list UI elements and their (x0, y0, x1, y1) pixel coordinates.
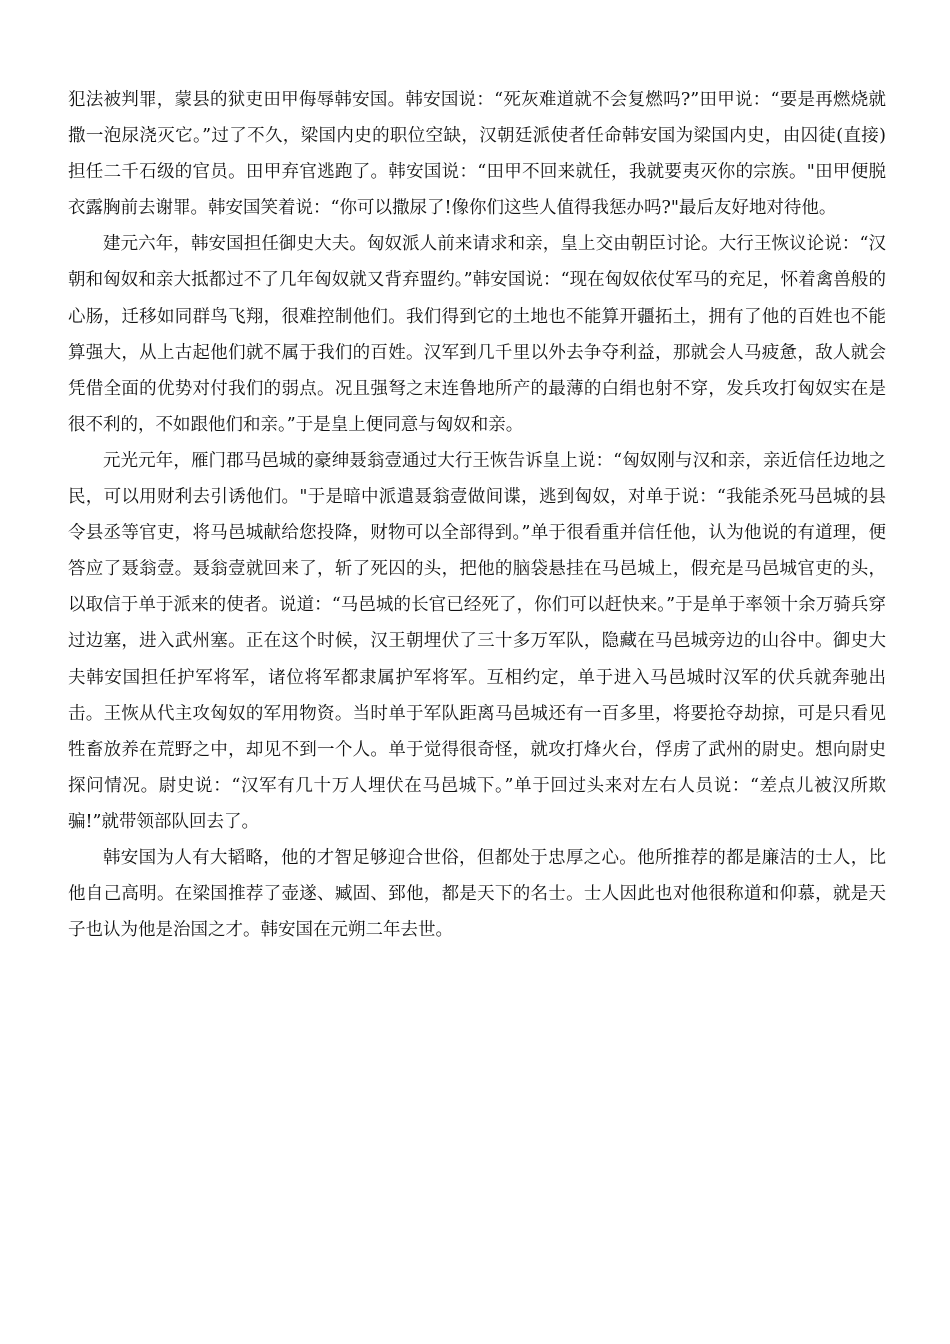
paragraph-2: 建元六年，韩安国担任御史大夫。匈奴派人前来请求和亲，皇上交由朝臣讨论。大行王恢议论说：“汉朝和匈奴和亲大抵都过不了几年匈奴就又背弃盟约。”韩安国说：“现在匈奴依仗军马的充足，怀着禽兽般的心肠，迁移如同群鸟飞翔，很难控制他们。我们得到它的土地也不能算开疆拓土，拥有了他的百姓也不能算强大，从上古起他们就不属于我们的百姓。汉军到几千里以外去争夺利益，那就会人马疲惫，敌人就会凭借全面的优势对付我们的弱点。况且强弩之末连鲁地所产的最薄的白绢也射不穿，发兵攻打匈奴实在是很不利的，不如跟他们和亲。”于是皇上便同意与匈奴和亲。 (68, 234, 886, 435)
paragraph-3: 元光元年，雁门郡马邑城的豪绅聂翁壹通过大行王恢告诉皇上说：“匈奴刚与汉和亲，亲近信任边地之民，可以用财利去引诱他们。"于是暗中派遣聂翁壹做间谍，逃到匈奴，对单于说：“我能杀死马邑城的县令县丞等官吏，将马邑城献给您投降，财物可以全部得到。”单于很看重并信任他，认为他说的有道理，便答应了聂翁壹。聂翁壹就回来了，斩了死囚的头，把他的脑袋悬挂在马邑城上，假充是马邑城官吏的头，以取信于单于派来的使者。说道：“马邑城的长官已经死了，你们可以赶快来。”于是单于率领十余万骑兵穿过边塞，进入武州塞。正在这个时候，汉王朝埋伏了三十多万军队，隐藏在马邑城旁边的山谷中。御史大夫韩安国担任护军将军，诸位将军都隶属护军将军。互相约定，单于进入马邑城时汉军的伏兵就奔驰出击。王恢从代主攻匈奴的军用物资。当时单于军队距离马邑城还有一百多里，将要抢夺劫掠，可是只看见牲畜放养在荒野之中，却见不到一个人。单于觉得很奇怪，就攻打烽火台，俘虏了武州的尉史。想向尉史探问情况。尉史说：“汉军有几十万人埋伏在马邑城下。”单于回过头来对左右人员说：“差点儿被汉所欺骗!”就带领部队回去了。 (68, 450, 886, 832)
paragraph-1: 犯法被判罪，蒙县的狱吏田甲侮辱韩安国。韩安国说：“死灰难道就不会复燃吗?”田甲说：“要是再燃烧就撒一泡尿浇灭它。”过了不久，梁国内史的职位空缺，汉朝廷派使者任命韩安国为梁国内史，由囚徒(直接)担任二千石级的官员。田甲弃官逃跑了。韩安国说：“田甲不回来就任，我就要夷灭你的宗族。"田甲便脱衣露胸前去谢罪。韩安国笑着说：“你可以撒尿了!像你们这些人值得我惩办吗?"最后友好地对待他。 (68, 90, 886, 219)
paragraph-4: 韩安国为人有大韬略，他的才智足够迎合世俗，但都处于忠厚之心。他所推荐的都是廉洁的士人，比他自己高明。在梁国推荐了壶遂、臧固、郅他，都是天下的名士。士人因此也对他很称道和仰慕，就是天子也认为他是治国之才。韩安国在元朔二年去世。 (68, 847, 886, 941)
document-page (68, 82, 886, 948)
